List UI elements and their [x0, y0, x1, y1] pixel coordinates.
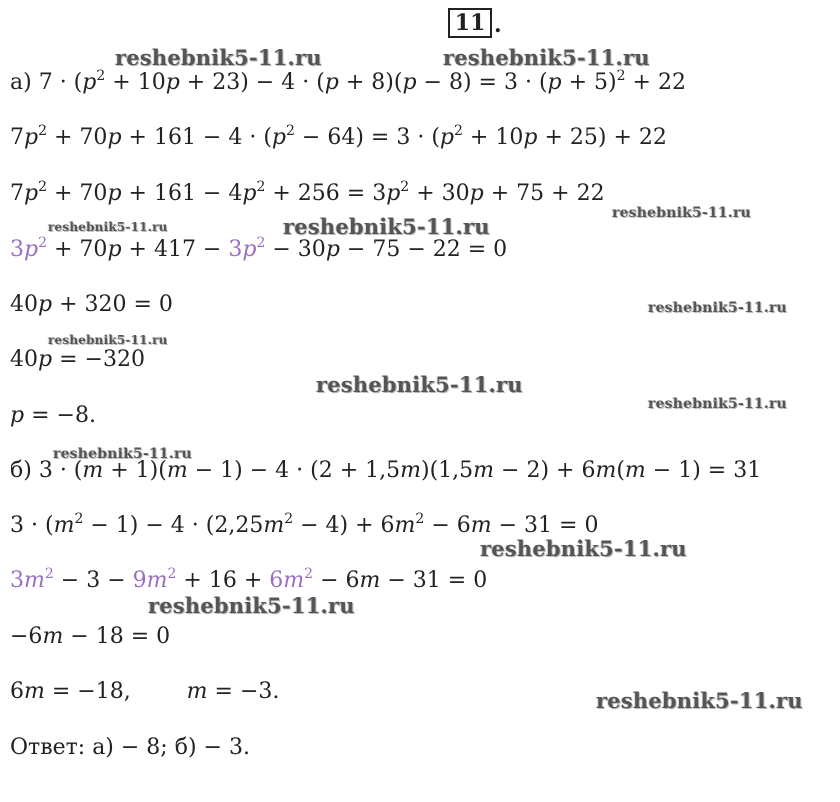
watermark: reshebnik5-11.ru — [283, 214, 490, 239]
watermark: reshebnik5-11.ru — [648, 300, 787, 316]
part-a-line-7: p = −8. — [10, 403, 96, 428]
problem-number-dot: . — [494, 12, 502, 38]
part-b-line-3: $3m^2 - 3 - 9m^2 + 16 + 6m^2 - 6m - 31 = 0$ — [10, 566, 488, 593]
part-a-line-4: $3p^2 + 70p + 417 - 3p^2 - 30p - 75 - 22 = 0$ — [10, 235, 508, 262]
watermark: reshebnik5-11.ru — [596, 688, 803, 713]
part-a-line-3: $7p^2 + 70p + 161 - 4p^2 + 256 = 3p^2 + 30p + 75 + 22$ — [10, 179, 605, 206]
part-b-line-2: $3 \cdot (m^2 - 1) - 4 \cdot (2,25m^2 - 4) + 6m^2 - 6m - 31 = 0$ — [10, 511, 599, 538]
problem-number: 11 — [448, 8, 492, 38]
part-a-line-5: 40p + 320 = 0 — [10, 292, 173, 317]
watermark: reshebnik5-11.ru — [48, 220, 168, 234]
watermark: reshebnik5-11.ru — [612, 205, 751, 221]
watermark: reshebnik5-11.ru — [648, 396, 787, 412]
part-a-line-6: 40p = −320 — [10, 347, 145, 372]
part-b-line-4: −6m − 18 = 0 — [10, 624, 171, 649]
watermark: reshebnik5-11.ru — [316, 372, 523, 397]
watermark: reshebnik5-11.ru — [443, 45, 650, 70]
part-b-line-5: 6m = −18, m = −3. — [10, 679, 280, 704]
answer: Ответ: а) − 8; б) − 3. — [10, 735, 250, 760]
watermark: reshebnik5-11.ru — [148, 593, 355, 618]
part-a-line-2: $7p^2 + 70p + 161 - 4 \cdot (p^2 - 64) = 3 \cdot (p^2 + 10p + 25) + 22$ — [10, 123, 667, 150]
part-a-line-1: а) $7 \cdot (p^2 + 10p + 23) - 4 \cdot (p + 8)(p - 8) = 3 \cdot (p + 5)^2 + 22$ — [10, 68, 686, 95]
part-a-label: а) — [10, 70, 32, 95]
part-b-line-1: б) 3 · (m + 1)(m − 1) − 4 · (2 + 1,5m)(1,5m − 2) + 6m(m − 1) = 31 — [10, 458, 762, 483]
part-b-label: б) — [10, 458, 32, 483]
watermark: reshebnik5-11.ru — [48, 333, 168, 347]
watermark: reshebnik5-11.ru — [480, 536, 687, 561]
watermark: reshebnik5-11.ru — [115, 45, 322, 70]
watermark: reshebnik5-11.ru — [53, 446, 192, 462]
